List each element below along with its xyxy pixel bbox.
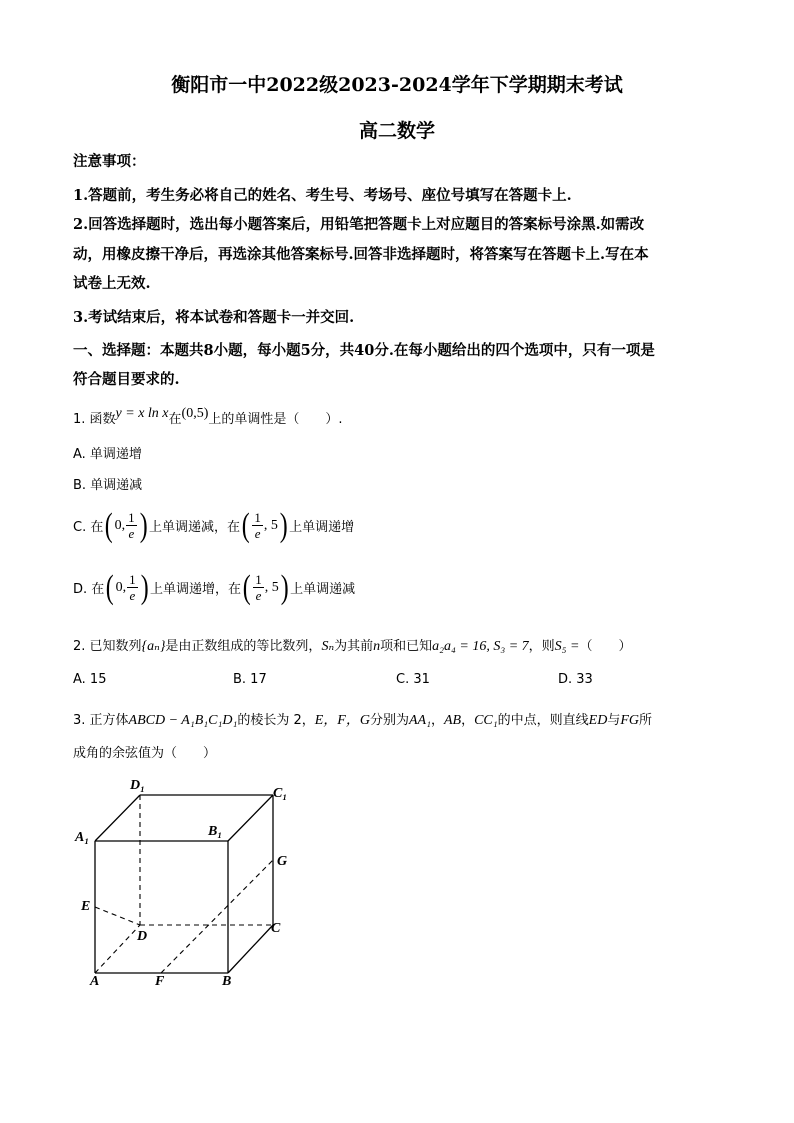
notes-heading: 注意事项： <box>73 153 146 170</box>
label-d: D <box>137 929 148 944</box>
q2-sn: Sₙ <box>321 639 335 654</box>
question-2-stem: 2. 已知数列{aₙ}是由正数组成的等比数列，Sₙ为其前n项和已知a₂a₄ = 16, S₃ = 7，则S₅ =（ ） <box>73 639 632 654</box>
q1-c-zero: 0, <box>114 517 126 533</box>
q1-prefix: 1. 函数 <box>73 412 116 427</box>
label-b: B <box>222 974 232 989</box>
q1-c-fraction-2: $\frac{1}{e}$ <box>254 510 261 541</box>
q1-c-end: 上单调递增 <box>289 520 355 535</box>
q1-d-label: D. 在 <box>73 582 105 597</box>
edge-a-d <box>95 925 140 973</box>
exam-title: 衡阳市一中2022级2023-2024学年下学期期末考试 <box>171 74 623 96</box>
q2-condition: a₂a₄ = 16, S₃ = 7 <box>432 639 529 654</box>
section-1-line-1: 一、选择题：本题共8小题，每小题5分，共40分.在每小题给出的四个选项中，只有一项是 <box>73 342 655 359</box>
notes-item-2-line-1: 2.回答选择题时，选出每小题答案后，用铅笔把答题卡上对应题目的答案标号涂黑.如需改 <box>73 216 645 233</box>
cube-figure <box>70 775 310 995</box>
q1-mid: 在 <box>168 412 182 427</box>
q1-d-fraction-2: $\frac{1}{e}$ <box>255 572 262 603</box>
notes-item-2-line-3: 试卷上无效. <box>73 275 151 292</box>
label-d1: D₁ <box>130 778 145 793</box>
q1-option-a: A. 单调递增 <box>73 447 142 462</box>
label-f: F <box>155 974 165 989</box>
q1-option-d: D. 在 ( 0, $\frac{1}{e}$ ) 上单调递增，在 ( $\frac{1}{e}$ , 5 ) 上单调递减 <box>73 568 356 606</box>
label-a1: A₁ <box>75 830 90 845</box>
question-3-stem-line-2: 成角的余弦值为（ ） <box>73 746 217 761</box>
notes-item-2-line-2: 动，用橡皮擦干净后，再选涂其他答案标号.回答非选择题时，将答案写在答题卡上.写在本 <box>73 246 649 263</box>
edge-b1-c1 <box>228 795 273 841</box>
q2-s5: S₅ = <box>554 639 580 654</box>
segment-e-d <box>95 907 140 925</box>
label-b1: B₁ <box>208 824 223 839</box>
label-e: E <box>81 899 91 914</box>
q1-option-b: B. 单调递减 <box>73 478 143 493</box>
q1-suffix: 上的单调性是（ ）. <box>208 412 343 427</box>
q2-option-b: B. 17 <box>233 672 267 687</box>
q1-function: y = x ln x <box>115 406 169 421</box>
label-g: G <box>277 854 288 869</box>
q3-cube: ABCD − A₁B₁C₁D₁ <box>128 713 238 728</box>
question-1-stem <box>73 408 343 428</box>
section-1-line-2: 符合题目要求的. <box>73 371 180 388</box>
edge-a1-d1 <box>95 795 140 841</box>
q1-d-fraction: $\frac{1}{e}$ <box>129 572 136 603</box>
q2-option-c: C. 31 <box>396 672 430 687</box>
q2-option-a: A. 15 <box>73 672 107 687</box>
q1-c-label: C. 在 <box>73 520 104 535</box>
q1-c-fraction: $\frac{1}{e}$ <box>128 510 135 541</box>
segment-f-g <box>161 860 273 973</box>
edge-b-c <box>228 925 273 973</box>
q1-d-mid: 上单调递增，在 <box>149 582 241 597</box>
question-3-stem-line-1: 3. 正方体ABCD − A₁B₁C₁D₁的棱长为 2，E，F，G分别为AA₁，AB，CC₁的中点，则直线ED与FG所 <box>73 713 653 728</box>
q1-interval: (0,5) <box>181 406 209 421</box>
q2-sequence: {aₙ} <box>141 639 166 654</box>
notes-item-1: 1.答题前，考生务必将自己的姓名、考生号、考场号、座位号填写在答题卡上. <box>73 187 572 204</box>
label-a: A <box>90 974 100 989</box>
q1-option-c: C. 在 ( 0, $\frac{1}{e}$ ) 上单调递减，在 ( $\frac{1}{e}$ , 5 ) 上单调递增 <box>73 506 355 544</box>
q1-d-end: 上单调递减 <box>290 582 356 597</box>
q1-c-mid: 上单调递减，在 <box>149 520 241 535</box>
label-c1: C₁ <box>273 786 288 801</box>
exam-subtitle: 高二数学 <box>358 120 435 142</box>
label-c: C <box>271 921 281 936</box>
q2-option-d: D. 33 <box>558 672 593 687</box>
notes-item-3: 3.考试结束后，将本试卷和答题卡一并交回. <box>73 309 355 326</box>
